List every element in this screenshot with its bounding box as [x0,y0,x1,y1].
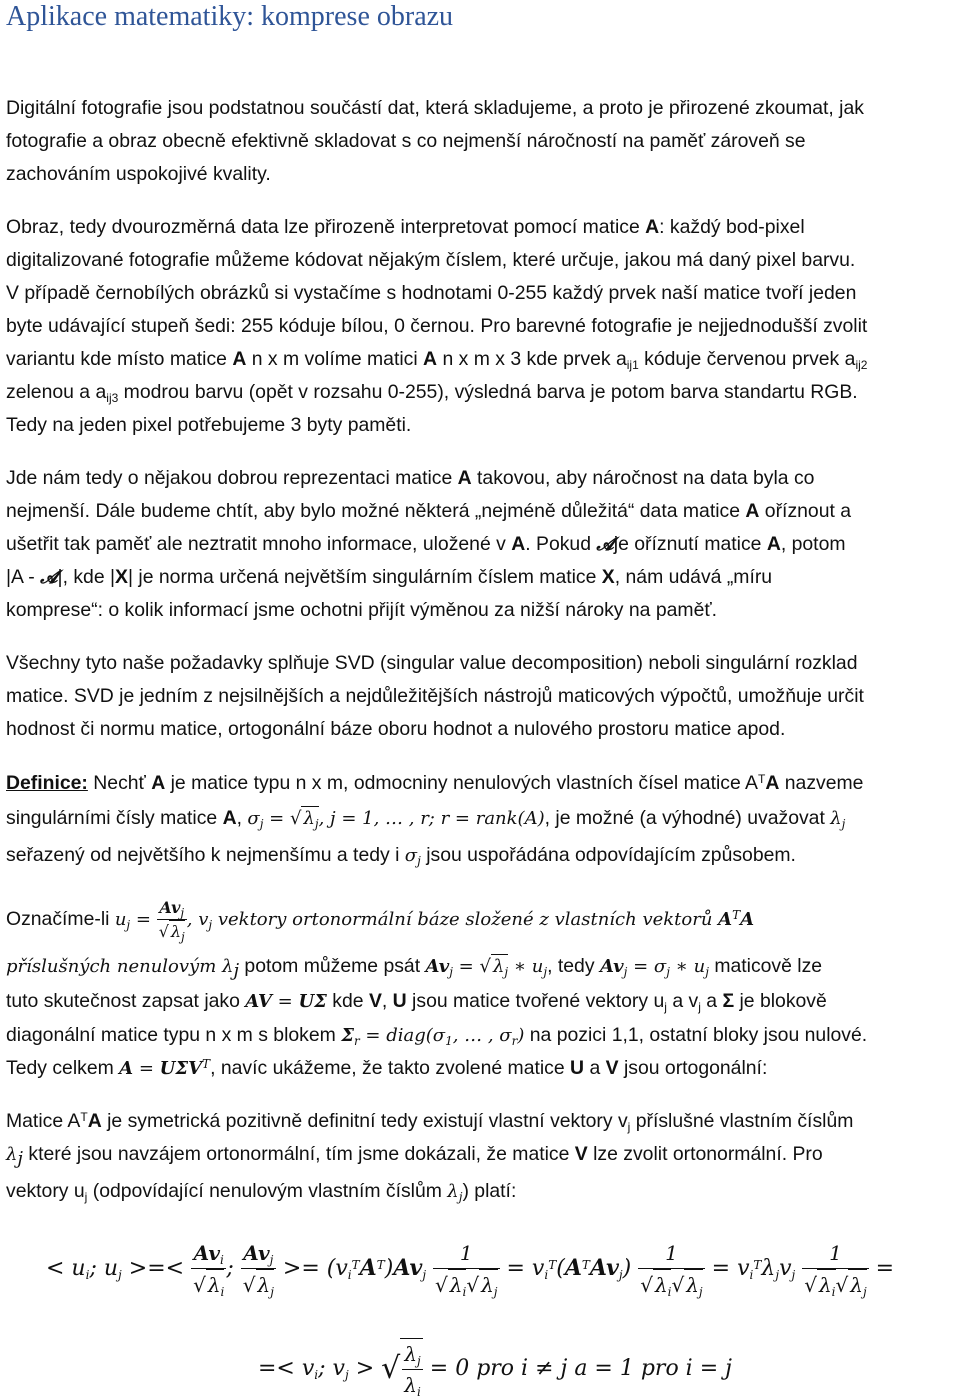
lambda: λ [492,956,505,977]
lambda: λ [207,1273,221,1297]
text: zelenou a a [6,381,107,403]
text: tuto skutečnost zapsat jako [6,990,246,1012]
matrix-v: V [605,1057,619,1079]
text: : každý bod-pixel [659,216,805,238]
text: jsou uspořádána odpovídajícím způsobem. [420,844,796,866]
subscript: j [623,965,628,979]
text: kóduje červenou prvek a [638,348,856,370]
text: seřazený od největšího k nejmenšímu a tedy i [6,844,405,866]
matrix-x: X [115,566,128,588]
subscript: j [17,1148,24,1169]
matrix-a: A [222,807,237,829]
subscript: ij1 [626,358,639,372]
superscript: T [758,772,766,786]
equation-orthogonality [258,1338,732,1400]
paragraph-3-line-4 [6,565,956,590]
sigma-j-formula [247,808,544,829]
fraction-av-j [241,1238,276,1300]
definition-line-3 [6,843,956,868]
subscript: i [220,1285,225,1299]
lambda: λ [761,1256,776,1281]
subscript: i [749,1268,754,1282]
text: ∗ u [508,956,544,977]
subscript: j [118,1268,122,1282]
subscript: j [666,965,670,979]
text: (odpovídající nenulovým vlastním číslům [87,1180,448,1202]
av: Av [193,1241,220,1265]
equals: = [133,1058,160,1079]
text: a [700,990,723,1012]
lambda-j [830,808,845,829]
matrix-a: A [718,909,733,930]
paragraph-3-line-5: komprese“: o kolik informací jsme ochotni přijít výměnou za nižší nároky na paměť. [6,599,718,621]
text: n x m x 3 kde prvek a [437,348,627,370]
subscript: j [84,1190,88,1204]
lambda: λ [170,922,182,941]
text: variantu kde místo matice [6,348,233,370]
sigma-j [405,845,421,866]
sigma: σ [247,808,260,829]
subscript: j [449,965,453,979]
definition-line-1 [6,771,956,795]
text: které jsou navzájem ortonormální, tím jsme dokázali, že matice [23,1143,575,1165]
text: ) [622,1256,632,1281]
radical-sign: √ [381,1351,401,1386]
text: ) [384,1256,394,1281]
subscript: j [270,1285,274,1299]
sigma: σ [404,845,418,866]
subscript: i [85,1268,90,1282]
text: příslušných nenulovým λ [6,956,234,977]
text: nejmenší. Dále budeme chtít, aby bylo možné některá „nejméně důležitá“ data matice [6,500,746,522]
subscript: i [462,1285,467,1299]
text: Označíme-li [6,908,115,930]
subscript: j [698,1285,703,1299]
v: v [531,1256,545,1281]
text: Obraz, tedy dvourozměrná data lze přirozeně interpretovat pomocí matice [6,216,646,238]
paragraph-2-line-3: V případě černobílých obrázků si vystačíme s hodnotami 0-255 každý prvek naší matice tvoří jeden [6,282,857,304]
subscript: j [181,930,185,944]
text: =< v [258,1356,315,1381]
paragraph-5-line-3 [6,989,956,1014]
text: >= (v [275,1256,348,1281]
text: a [584,1057,606,1079]
subscript: j [180,906,185,920]
paragraph-5-line-4 [6,1023,956,1048]
text: maticově lze [708,955,823,977]
text: kde [326,990,369,1012]
equals: = [130,909,157,930]
text: , nám udává „míru [614,566,773,588]
lambda: λ [6,1144,18,1165]
text: , … , σ [452,1025,512,1046]
subscript: j [664,1000,667,1014]
matrix-v: V [574,1143,588,1165]
radical-sign: √ [479,956,491,977]
formula [600,956,709,977]
radical-sign: √ [671,1273,685,1297]
text: modrou barvu (opět v rozsahu 0-255), výsledná barva je potom barva standartu RGB. [118,381,858,403]
subscript: j [698,1000,701,1014]
text: a v [666,990,699,1012]
lambda: λ [404,1342,417,1366]
text: lze zvolit ortonormální. Pro [587,1143,823,1165]
superscript: T [351,1258,360,1272]
definition-line-2 [6,806,956,831]
text: n x m volíme matici [246,348,424,370]
subscript: j [862,1285,867,1299]
text: na pozici 1,1, ostatní bloky jsou nulové. [524,1024,868,1046]
text: , v [186,909,209,930]
subscript: j [269,1253,274,1267]
paragraph-4-line-3: hodnost či normu matice, ortogonální báze oboru hodnot a nulového prostoru matice apod. [6,718,786,740]
index-range: , j = 1, … , r; r = rank(A) [318,808,545,829]
lambda: λ [818,1273,832,1297]
subscript: j [543,965,548,979]
truncated-matrix-symbol: 𝓐 [40,567,58,588]
radical-sign: √ [242,1273,256,1297]
text: potom můžeme psát [239,955,426,977]
paragraph-1-line-1: Digitální fotografie jsou podstatnou součástí dat, která skladujeme, a proto je přirozené zkoumat, jak [6,97,864,119]
fraction-av-i [191,1238,226,1300]
subscript: j [417,1354,421,1368]
text: Tedy celkem [6,1057,120,1079]
v: v [737,1256,750,1281]
subscript: j [233,960,240,981]
radical-sign: √ [804,1273,817,1297]
u-j-definition [114,898,755,944]
matrix-a: A [511,533,526,555]
fraction-sqrt-ratio [381,1338,423,1400]
superscript: T [80,1110,88,1124]
v: v [779,1256,792,1281]
matrix-a: A [151,772,166,794]
matrix-a: A [232,348,247,370]
matrix-a: A [423,348,438,370]
truncated-matrix-symbol: 𝓐 [596,534,614,555]
text: = [868,1256,895,1281]
paragraph-3-line-3 [6,532,956,557]
u: u [114,909,127,930]
matrix-a: A [765,772,780,794]
subscript: j [314,817,319,831]
lambda: λ [830,808,842,829]
paragraph-2-line-7: Tedy na jeden pixel potřebujeme 3 byty paměti. [6,414,412,436]
paragraph-2-line-6 [6,380,956,404]
lambda: λ [686,1273,699,1297]
text: nazveme [779,772,864,794]
lambda: λ [850,1273,863,1297]
subscript: i [544,1268,549,1282]
subscript: j [344,1368,349,1382]
superscript: T [548,1258,557,1272]
text: ušetřit tak paměť ale neztratit mnoho informace, uložené v [6,533,512,555]
matrix-a: A [766,533,781,555]
subscript: j [841,817,846,831]
text: , potom [780,533,846,555]
lambda: λ [303,808,315,829]
av: Av [425,956,450,977]
equals: = [452,956,480,977]
paragraph-2-line-5 [6,347,956,371]
lambda-j [447,1181,462,1202]
fraction-one: $\frac{1}{√ \lambda_i√ \lambda_j}$ [802,1238,868,1300]
text: |A - [6,566,41,588]
matrix-u: U [392,990,407,1012]
text: , [236,807,248,829]
text: vektory ortonormální báze složené z vlastních vektorů [212,909,719,930]
text: singulárními čísly matice [6,807,223,829]
subscript: j [458,1190,463,1204]
subscript: 1 [445,1034,453,1048]
subscript: j [791,1268,796,1282]
text: . Pokud [525,533,597,555]
lambda: λ [447,1181,459,1202]
paragraph-1-line-2: fotografie a obraz obecně efektivně skladovat s co nejmenší náročností na paměť zároveň se [6,130,806,152]
formula [341,1025,524,1046]
av: Av [243,1241,270,1265]
text: ; v [318,1356,345,1381]
text: je symetrická pozitivně definitní tedy existují vlastní vektory v [101,1110,628,1132]
text: , je možné (a výhodné) uvažovat [544,807,831,829]
subscript: r [353,1034,360,1048]
radical-sign: √ [193,1273,206,1297]
matrix-a: A [740,909,755,930]
radical-sign: √ [835,1273,849,1297]
subscript: j [208,918,213,932]
text: > [348,1356,382,1381]
text: , tedy [547,955,600,977]
text: takovou, aby náročnost na data byla co [471,467,815,489]
subscript: r [511,1034,518,1048]
paragraph-6-line-3 [6,1179,956,1204]
document-title: Aplikace matematiky: komprese obrazu [6,1,454,32]
text: ∗ u [669,956,706,977]
paragraph-2-line-2: digitalizované fotografie můžeme kódovat nějakým číslem, které určuje, jakou má daný pixel barvu. [6,249,856,271]
lambda: λ [404,1373,417,1397]
radical-sign: √ [466,1273,480,1297]
text: je matice typu n x m, odmocniny nenulových vlastních čísel matice A [165,772,758,794]
lambda: λ [481,1273,494,1297]
text: diagonální matice typu n x m s blokem [6,1024,342,1046]
text: , navíc ukážeme, že takto zvolené matice [210,1057,571,1079]
text: = σ [627,956,667,977]
superscript: T [581,1258,590,1272]
subscript: i [416,1385,421,1399]
subscript: j [627,1120,631,1134]
subscript: ij3 [106,391,119,405]
equals: = [263,808,290,829]
paragraph-2-line-4: byte udávající stupeň šedi: 255 kóduje bílou, 0 černou. Pro barevné fotografie je nejjednodušší zvolit [6,315,868,337]
av: Av [599,956,624,977]
matrix-a: A [645,216,660,238]
definition-label: Definice: [6,772,88,794]
fraction-one: $\frac{1}{√ \lambda_i√ \lambda_j}$ [433,1238,499,1300]
text: oříznout a [759,500,852,522]
subscript: j [504,965,509,979]
formula [425,956,547,977]
radical-sign: √ [435,1273,448,1297]
subscript: i [219,1253,224,1267]
subscript: j [417,854,421,868]
av-product: AV [245,991,272,1012]
matrix-a: A [87,1110,102,1132]
text: | je norma určená největším singulárním číslem matice [127,566,602,588]
subscript: i [831,1285,836,1299]
text: < u [46,1256,86,1281]
subscript: ij2 [855,358,868,372]
paragraph-2-line-1 [6,215,956,239]
paragraph-3-line-2 [6,499,956,523]
text: ) [517,1025,525,1046]
paragraph-5-line-2 [6,954,956,979]
radical-sign: √ [289,808,302,829]
matrix-a: A [119,1058,134,1079]
text: >=< [121,1256,192,1281]
av: Av [589,1255,619,1281]
paragraph-5-line-1 [6,894,956,945]
matrix-sigma: Σ [722,990,735,1012]
paragraph-4-line-2: matice. SVD je jedním z nejsilnějších a nejdůležitějších nástrojů maticových výpočtů, umožňuje určit [6,685,864,707]
text: vektory u [6,1180,85,1202]
matrix-a: A [564,1255,582,1281]
paragraph-1-line-3: zachováním uspokojivé kvality. [6,163,271,185]
text: je oříznutí matice [613,533,767,555]
subscript: j [259,817,264,831]
subscript: j [705,965,709,979]
subscript: j [126,918,131,932]
text: ) platí: [462,1180,517,1202]
paragraph-6-line-2 [6,1142,956,1167]
superscript: T [732,908,741,922]
paragraph-6-line-1 [6,1109,956,1133]
lambda: λ [449,1273,463,1297]
subscript: j [618,1268,623,1282]
subscript: i [347,1268,352,1282]
u-sigma-product: UΣ [298,991,327,1012]
text: Matice A [6,1110,81,1132]
superscript: T [202,1057,211,1071]
text: ( [556,1256,565,1281]
formula [119,1058,210,1079]
av: Av [393,1255,423,1281]
matrix-a: A [745,500,760,522]
text: je blokově [734,990,827,1012]
subscript: i [314,1368,319,1382]
fraction-one: $\frac{1}{√ \lambda_i√ \lambda_j}$ [638,1238,704,1300]
text: Jde nám tedy o nějakou dobrou reprezentaci matice [6,467,458,489]
lambda: λ [257,1273,271,1297]
subscript: j [775,1268,780,1282]
text: = 0 pro i ≠ j a = 1 pro i = j [422,1356,732,1381]
subscript: j [493,1285,498,1299]
equation-inner-product: < $u_i$; $u_j$ >=< $\frac{Av_i}{√ \lambda_i}$ ; $\frac{Av_j}{√ \lambda_j}$ >= $(v_i^TA^T)Av_j$ $\frac{1}{√ \lambda_i√ \lambda_j}$ = $v_i^T(A^TAv_j)$ $\frac{1}{√ \lambda_i√ \lambda_j}$ = $v_i^T\lambda_jv_j$ $\frac{1}{√ \lambda_i√ \lambda_j}$ = [46,1238,894,1300]
paragraph-4-line-1: Všechny tyto naše požadavky splňuje SVD (singular value decomposition) neboli singulární rozklad [6,652,858,674]
radical-sign: √ [640,1273,653,1297]
text: jsou ortogonální: [618,1057,768,1079]
superscript: T [376,1258,385,1272]
matrix-x: X [601,566,615,588]
numerator-av: Av [159,898,181,917]
equals: = [499,1256,532,1281]
lambda: λ [654,1273,668,1297]
formula [245,991,327,1012]
subscript: j [422,1268,427,1282]
radical-sign: √ [158,922,169,941]
sigma-block: Σ [341,1025,354,1046]
equals: = [271,991,299,1012]
usv-product: UΣV [159,1058,203,1079]
matrix-u: U [570,1057,585,1079]
text: , [381,990,393,1012]
text: = diag(σ [359,1025,446,1046]
text: ; u [89,1256,119,1281]
paragraph-5-line-5 [6,1056,956,1081]
matrix-a: A [359,1255,377,1281]
matrix-a: A [457,467,472,489]
superscript: T [753,1258,762,1272]
text: Nechť [87,772,152,794]
equals: = [704,1256,738,1281]
text: |, kde | [57,566,116,588]
subscript: i [667,1285,672,1299]
paragraph-3-line-1 [6,466,956,490]
text: jsou matice tvořené vektory u [406,990,665,1012]
text: příslušné vlastním číslům [630,1110,854,1132]
matrix-v: V [368,990,382,1012]
